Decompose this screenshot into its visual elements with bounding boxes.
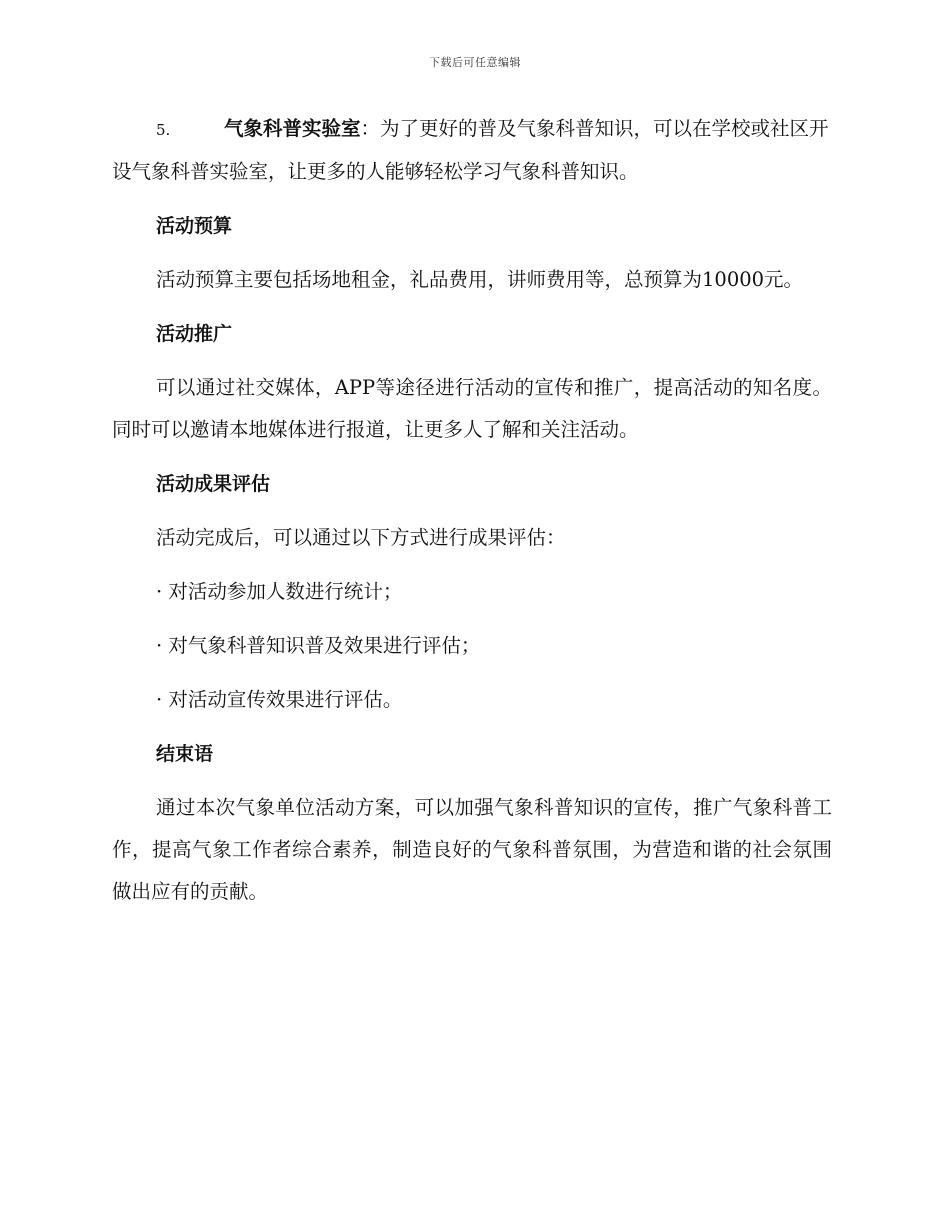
- section-heading-conclusion: 结束语: [156, 743, 214, 765]
- item-number: 5.: [156, 121, 171, 139]
- section-heading-evaluation: 活动成果评估: [156, 473, 271, 495]
- evaluation-intro: 活动完成后，可以通过以下方式进行成果评估：: [156, 526, 566, 549]
- conclusion-paragraph: 通过本次气象单位活动方案，可以加强气象科普知识的宣传，推广气象科普工作，提高气象工作者综合素养，制造良好的气象科普氛围，为营造和谐的社会氛围做出应有的贡献。: [112, 796, 832, 903]
- promotion-paragraph: 可以通过社交媒体，APP等途径进行活动的宣传和推广，提高活动的知名度。同时可以邀请本地媒体进行报道，让更多人了解和关注活动。: [112, 376, 832, 441]
- page-header: 下载后可任意编辑: [429, 56, 521, 69]
- item-text: ：为了更好的普及气象科普知识，可以在学校或社区开设气象科普实验室，让更多的人能够轻松学习气象科普知识。: [112, 117, 829, 183]
- item-5-paragraph: [112, 108, 832, 193]
- evaluation-bullet: · 对活动参加人数进行统计；: [156, 580, 403, 603]
- item-term: 气象科普实验室: [224, 117, 361, 140]
- section-heading-promotion: 活动推广: [156, 323, 233, 345]
- evaluation-bullet: · 对活动宣传效果进行评估。: [156, 688, 403, 711]
- section-heading-budget: 活动预算: [156, 215, 233, 237]
- document-body: [112, 108, 832, 925]
- budget-paragraph: 活动预算主要包括场地租金，礼品费用，讲师费用等，总预算为10000元。: [156, 268, 804, 291]
- evaluation-bullet: · 对气象科普知识普及效果进行评估；: [156, 634, 481, 657]
